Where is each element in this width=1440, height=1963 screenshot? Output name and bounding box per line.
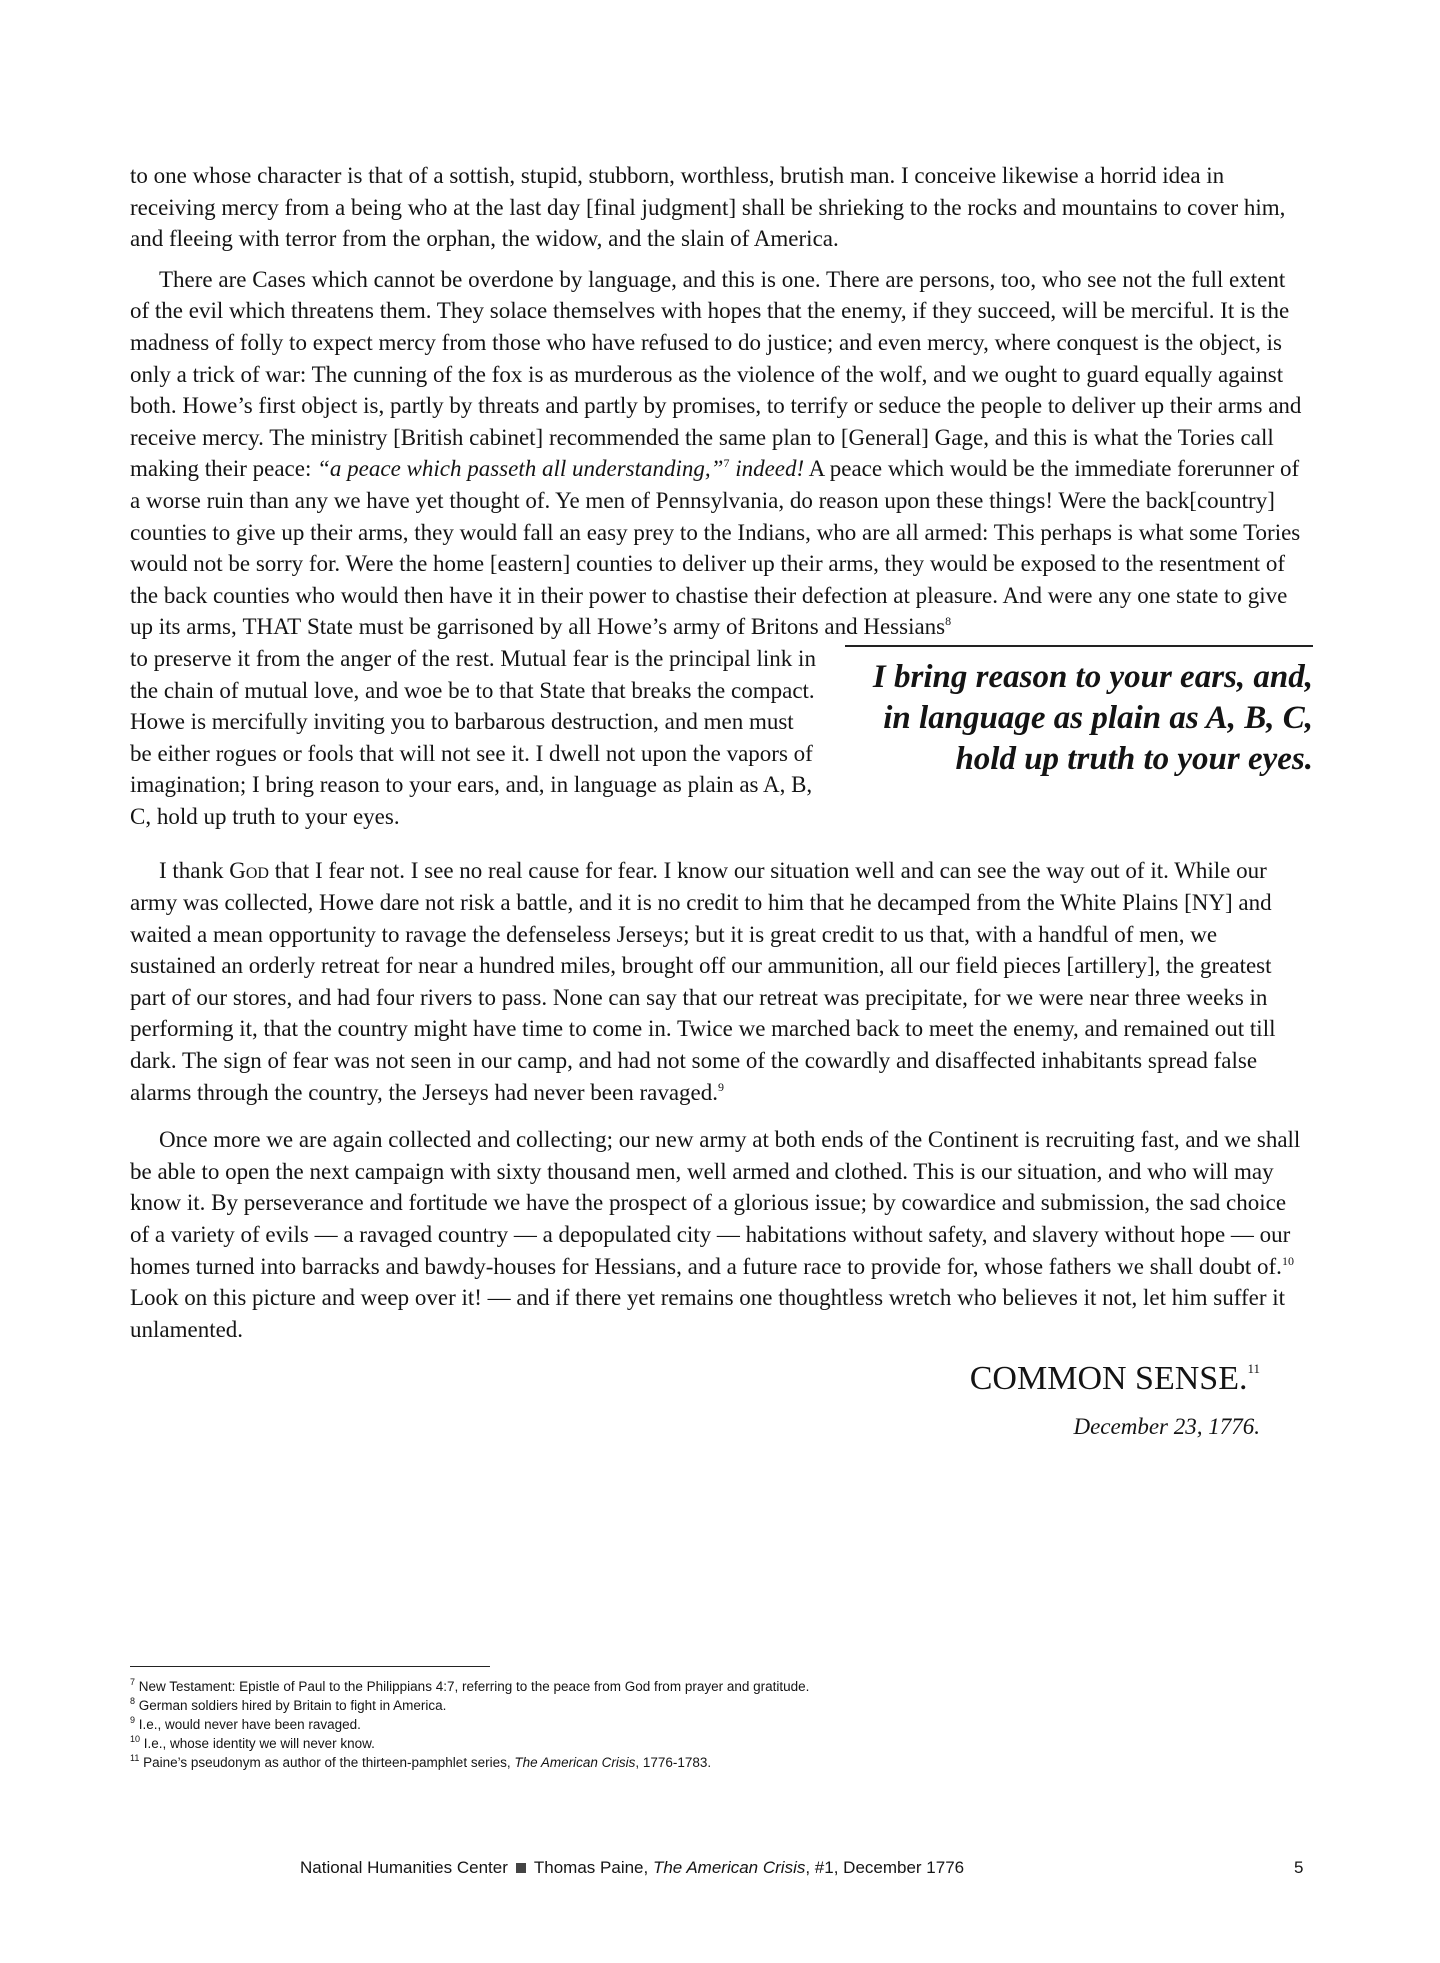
footnote-8 [130,1696,1280,1715]
footnote-10 [130,1734,1280,1753]
paragraph-2-text-c: State must be garrisoned by all Howe’s army of Britons and Hessians [301,614,946,640]
footnote-text: German soldiers hired by Britain to fight in America. [138,1698,447,1713]
footnote-9 [130,1715,1280,1734]
paragraph-4-text-a: Once more we are again collected and collecting; our new army at both ends of the Continent is recruiting fast, and we shall be able to open the next campaign with sixty thousand men, well armed and clothed. This is our situation, and who will may know it. By perseverance and fortitude we have the prospect of a glorious issue; by cowardice and submission, the sad choice of a variety of evils — a ravaged country — a depopulated city — habitations without safety, and slavery without hope — our homes turned into barracks and bawdy-houses for Hessians, and a future race to provide for, whose fathers we shall doubt of. [130,1127,1301,1279]
paragraph-2 [130,264,1305,643]
footnote-text: I.e., would never have been ravaged. [138,1717,361,1732]
paragraph-2-text-b: A peace which would be the immediate forerunner of a worse ruin than any we have yet thought of. Ye men of Pennsylvania, do reason upon these things! Were the back[country] counties to give up their arms, they would fall an easy prey to the Indians, who are all armed: This perhaps is what some Tories would not be sorry for. Were the home [eastern] counties to deliver up their arms, they would be exposed to the resentment of the back counties who would then have it in their power to chastise their defection at pleasure. And were any one state to give up its arms, [130,456,1301,640]
footer-citation [300,1858,964,1878]
footnote-number: 8 [130,1696,136,1706]
signature [130,1359,1260,1399]
footnote-text: , 1776-1783. [635,1755,712,1770]
footnote-ref-10: 10 [1281,1253,1294,1268]
footnote-title: The American Crisis [514,1755,636,1770]
signature-date: December 23, 1776. [1073,1414,1260,1440]
signature-name: COMMON SENSE. [969,1360,1248,1398]
paragraph-3-text-a: I thank [159,858,230,884]
footnote-ref-8: 8 [945,614,952,629]
footnote-number: 10 [130,1734,141,1744]
footnote-number: 11 [130,1753,140,1763]
pull-quote-text: I bring reason to your ears, and, in language as plain as A, B, C, hold up truth to your eyes. [872,658,1313,777]
footnote-number: 7 [130,1677,136,1687]
footnote-ref-9: 9 [717,1079,724,1094]
page-footer [0,1858,1440,1888]
god-small-caps: God [229,858,269,884]
paragraph-1-text: to one whose character is that of a sottish, stupid, stubborn, worthless, brutish man. I conceive likewise a horrid idea in receiving mercy from a being who at the last day [final judgment] shall be shrieking to the rocks and mountains to cover him, and fleeing with terror from the orphan, the widow, and the slain of America. [130,163,1286,252]
footnote-11 [130,1753,1280,1772]
footnotes [130,1666,1280,1772]
pull-quote [845,643,1313,780]
footer-work: The American Crisis [652,1858,806,1877]
footnote-text: New Testament: Epistle of Paul to the Philippians 4:7, referring to the peace from God from prayer and gratitude. [138,1679,810,1694]
footer-org: National Humanities Center [300,1858,508,1877]
footer-issue: , #1, December 1776 [805,1858,965,1877]
page-number: 5 [1294,1858,1304,1877]
that-small-caps: THAT [242,614,302,640]
square-bullet-icon [516,1863,526,1873]
paragraph-4 [130,1124,1305,1345]
footer-author: Thomas Paine, [533,1858,653,1877]
philippians-quote: “a peace which passeth all understanding,” [317,456,724,482]
footnote-ref-11: 11 [1247,1361,1260,1377]
footnote-text: Paine’s pseudonym as author of the thirteen-pamphlet series, [143,1755,515,1770]
footnote-ref-7: 7 [723,456,730,471]
paragraph-3 [130,855,1305,1108]
footnote-text: I.e., whose identity we will never know. [143,1736,375,1751]
paragraph-2-text-d: to preserve it from the anger of the rest. Mutual fear is the principal link in the chain of mutual love, and woe be to that State that breaks the compact. Howe is mercifully inviting you to barbarous destruction, and men must be either rogues or fools that will not see it. I dwell not upon the vapors of imagination; I bring reason to your ears, and, in language as plain as A, B, C, hold up truth to your eyes. [130,645,816,829]
body-text [130,160,1313,1443]
indeed-text: indeed! [729,456,805,482]
pull-quote-rule [845,645,1313,647]
footnote-number: 9 [130,1715,136,1725]
footnote-7 [130,1677,1280,1696]
paragraph-4-text-b: Look on this picture and weep over it! — and if there yet remains one thoughtless wretch who believes it not, let him suffer it unlamented. [130,1285,1286,1342]
footnote-rule [130,1666,490,1667]
paragraph-2-text-a: There are Cases which cannot be overdone by language, and this is one. There are persons, too, who see not the full extent of the evil which threatens them. They solace themselves with hopes that the enemy, if they succeed, will be merciful. It is the madness of folly to expect mercy from those who have refused to do justice; and even mercy, where conquest is the object, is only a trick of war: The cunning of the fox is as murderous as the violence of the wolf, and we ought to guard equally against both. Howe’s first object is, partly by threats and partly by promises, to terrify or seduce the people to deliver up their arms and receive mercy. The ministry [British cabinet] recommended the same plan to [General] Gage, and this is what the Tories call making their peace: [130,266,1302,482]
paragraph-1 [130,160,1305,255]
paragraph-3-text-b: that I fear not. I see no real cause for fear. I know our situation well and can see the way out of it. While our army was collected, Howe dare not risk a battle, and it is no credit to him that he decamped from the White Plains [NY] and waited a mean opportunity to ravage the defenseless Jerseys; but it is great credit to us that, with a handful of men, we sustained an orderly retreat for near a hundred miles, brought off our ammunition, all our field pieces [artillery], the greatest part of our stores, and had four rivers to pass. None can say that our retreat was precipitate, for we were near three weeks in performing it, that the country might have time to come in. Twice we marched back to meet the enemy, and remained out till dark. The sign of fear was not seen in our camp, and had not some of the cowardly and disaffected inhabitants spread false alarms through the country, the Jerseys had never been ravaged. [130,858,1276,1105]
